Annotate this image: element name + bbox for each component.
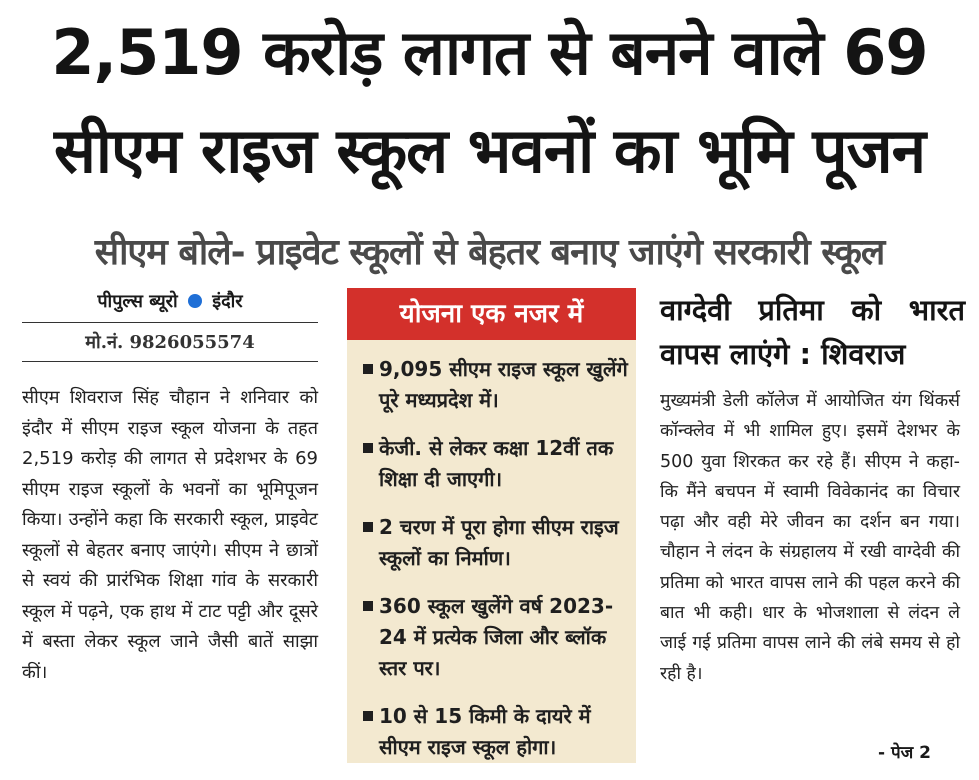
scheme-item bbox=[347, 701, 636, 763]
scheme-item-text: 2 चरण में पूरा होगा सीएम राइज स्कूलों का निर्माण। bbox=[379, 515, 619, 570]
page-reference: - पेज 2 bbox=[878, 743, 931, 763]
scheme-item bbox=[347, 591, 636, 684]
scheme-item-text: केजी. से लेकर कक्षा 12वीं तक शिक्षा दी जाएगी। bbox=[379, 436, 614, 491]
byline-source: पीपुल्स ब्यूरो bbox=[97, 291, 178, 312]
scheme-list bbox=[347, 354, 636, 780]
headline-line-2: सीएम राइज स्कूल भवनों का भूमि पूजन bbox=[53, 114, 926, 187]
scheme-box-title: योजना एक नजर में bbox=[347, 288, 636, 340]
subheadline: सीएम बोले- प्राइवेट स्कूलों से बेहतर बनाए जाएंगे सरकारी स्कूल bbox=[94, 232, 885, 273]
scheme-box bbox=[347, 288, 636, 763]
scheme-item bbox=[347, 354, 636, 416]
bullet-square-icon bbox=[363, 443, 373, 453]
byline-mobile: मो.नं. 9826055574 bbox=[85, 332, 255, 353]
byline bbox=[22, 289, 318, 313]
bullet-square-icon bbox=[363, 364, 373, 374]
divider bbox=[22, 361, 318, 362]
bullet-square-icon bbox=[363, 601, 373, 611]
bullet-square-icon bbox=[363, 522, 373, 532]
right-story-headline: वाग्देवी प्रतिमा को भारत वापस लाएंगे : शिवराज bbox=[660, 293, 965, 371]
scheme-item bbox=[347, 433, 636, 495]
main-story-body: सीएम शिवराज सिंह चौहान ने शनिवार को इंदौर में सीएम राइज स्कूल योजना के तहत 2,519 करोड़ की लागत से प्रदेशभर के 69 सीएम राइज स्कूलों के भवनों का भूमिपूजन किया। उन्होंने कहा कि सरकारी स्कूल, प्राइवेट स्कूलों से बेहतर बनाए जाएंगे। सीएम ने छात्रों से स्वयं की प्रारंभिक शिक्षा गांव के सरकारी स्कूल में पढ़ने, एक हाथ में टाट पट्टी और दूसरे में बस्ता लेकर स्कूल जाने जैसी बातें साझा कीं। bbox=[22, 387, 318, 683]
byline-city: इंदौर bbox=[212, 291, 243, 312]
scheme-item-text: 10 से 15 किमी के दायरे में सीएम राइज स्कूल होगा। bbox=[379, 704, 591, 759]
scheme-item bbox=[347, 512, 636, 574]
divider bbox=[22, 322, 318, 323]
bullet-square-icon bbox=[363, 711, 373, 721]
scheme-item-text: 360 स्कूल खुलेंगे वर्ष 2023-24 में प्रत्येक जिला और ब्लॉक स्तर पर। bbox=[379, 594, 614, 680]
scheme-item-text: 9,095 सीएम राइज स्कूल खुलेंगे पूरे मध्यप्रदेश में। bbox=[379, 357, 628, 412]
right-story-body: मुख्यमंत्री डेली कॉलेज में आयोजित यंग थिंकर्स कॉन्क्लेव में भी शामिल हुए। इसमें देशभर के 500 युवा शिरकत कर रहे हैं। सीएम ने कहा- कि मैंने बचपन में स्वामी विवेकानंद का विचार पढ़ा और वही मेरे जीवन का दर्शन बन गया। चौहान ने लंदन के संग्रहालय में रखी वाग्देवी की प्रतिमा को भारत वापस लाने की पहल करने की बात भी कही। धार के भोजशाला से लंदन ले जाई गई प्रतिमा वापस लाने की लंबे समय से हो रही है। bbox=[660, 391, 960, 684]
bullet-dot-icon bbox=[188, 294, 202, 308]
headline-line-1: 2,519 करोड़ लागत से बनने वाले 69 bbox=[51, 16, 928, 89]
